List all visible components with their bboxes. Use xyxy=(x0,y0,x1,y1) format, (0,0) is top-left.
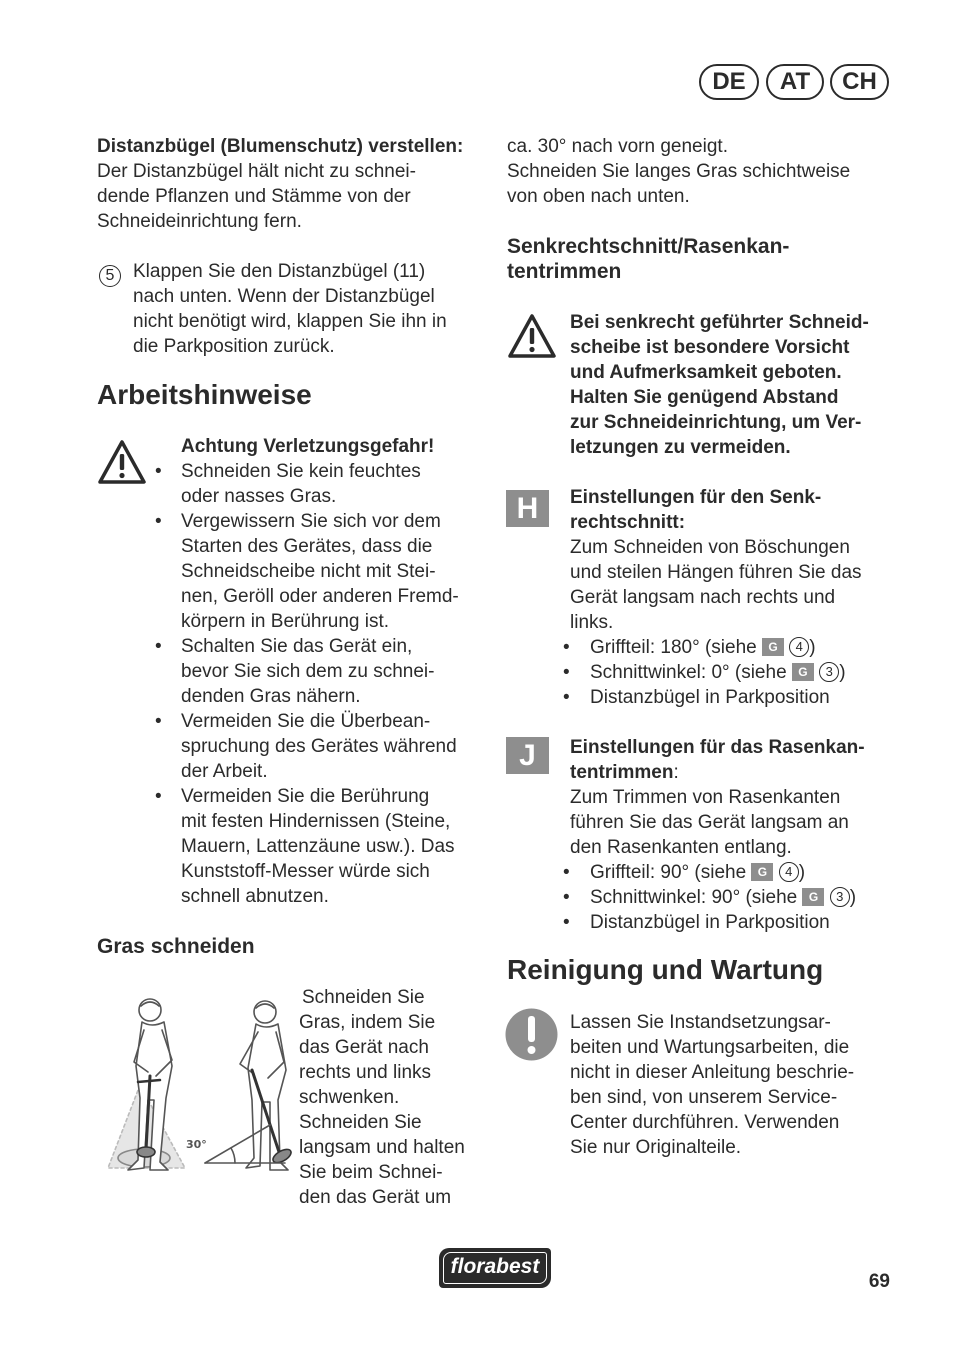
list-text: Distanzbügel in Parkposition xyxy=(590,687,830,708)
cont-line: ca. 30° nach vorn geneigt. xyxy=(507,136,728,157)
list-line: schnell abnutzen. xyxy=(181,886,329,907)
senk-heading-line: tentrimmen xyxy=(507,260,622,283)
gras-line: Sie beim Schnei- xyxy=(299,1162,443,1183)
gras-line: rechts und links xyxy=(299,1062,432,1083)
list-line: • Vergewissern Sie sich vor dem xyxy=(181,511,441,532)
list-line: Schneidscheibe nicht mit Stei- xyxy=(181,561,436,582)
close-paren: ) xyxy=(798,862,806,883)
step5-line: die Parkposition zurück. xyxy=(133,336,335,357)
list-line: spruchung des Gerätes während xyxy=(181,736,457,757)
list-text: Griffteil: 180° (siehe xyxy=(590,637,757,658)
senk-warning-line: Halten Sie genügend Abstand xyxy=(570,387,839,408)
warning-list-block xyxy=(155,434,490,909)
section-j xyxy=(570,735,905,860)
country-badge-de: DE xyxy=(699,64,759,100)
list-line: • Schneiden Sie kein feuchtes xyxy=(181,461,421,482)
list-line: körpern in Berührung ist. xyxy=(181,611,390,632)
warning-list xyxy=(155,459,490,909)
callout-number: 4 xyxy=(789,637,809,657)
distanz-line: Der Distanzbügel hält nicht zu schnei- xyxy=(97,161,416,182)
warning-heading: Achtung Verletzungsgefahr! xyxy=(181,436,435,457)
reinigung-line: Lassen Sie Instandsetzungsar- xyxy=(570,1012,831,1033)
gras-line: das Gerät nach xyxy=(299,1037,429,1058)
list-item xyxy=(563,635,903,660)
step5-line: Klappen Sie den Distanzbügel (11) xyxy=(133,261,426,282)
distanz-line: dende Pflanzen und Stämme von der xyxy=(97,186,411,207)
list-text: Schnittwinkel: 0° (siehe xyxy=(590,662,787,683)
section-h-heading: rechtschnitt: xyxy=(570,512,686,533)
section-h-list xyxy=(563,635,903,710)
section-j-line: Zum Trimmen von Rasenkanten xyxy=(570,787,841,808)
distanz-section xyxy=(97,134,487,234)
senk-warning-line: letzungen zu vermeiden. xyxy=(570,437,791,458)
list-item xyxy=(563,660,903,685)
angle-label: 30° xyxy=(186,1138,207,1151)
important-notice-icon xyxy=(505,1008,558,1061)
figure-label-h: H xyxy=(506,490,549,527)
list-line: nen, Geröll oder anderen Fremd- xyxy=(181,586,459,607)
gras-line: schwenken. xyxy=(299,1087,400,1108)
distanz-line: Schneideinrichtung fern. xyxy=(97,211,302,232)
reinigung-line: Center durchführen. Verwenden xyxy=(570,1112,840,1133)
gras-text xyxy=(299,985,489,1210)
close-paren: ) xyxy=(839,662,846,683)
country-badge-at: AT xyxy=(766,64,824,100)
continuation-text xyxy=(507,134,902,209)
heading-gras-schneiden: Gras schneiden xyxy=(97,935,255,958)
list-line: • Vermeiden Sie die Berührung xyxy=(181,786,430,807)
cont-line: von oben nach unten. xyxy=(507,186,690,207)
heading-arbeitshinweise: Arbeitshinweise xyxy=(97,379,312,410)
heading-senkrechtschnitt xyxy=(507,234,902,284)
close-paren: ) xyxy=(809,637,816,658)
list-line: denden Gras nähern. xyxy=(181,686,361,707)
callout-number: 4 xyxy=(779,862,799,882)
list-item xyxy=(155,784,490,909)
section-j-heading: tentrimmen xyxy=(570,762,674,783)
close-paren: ) xyxy=(849,887,857,908)
list-line: • Schalten Sie das Gerät ein, xyxy=(181,636,413,657)
list-line: • Vermeiden Sie die Überbean- xyxy=(181,711,431,732)
reinigung-line: beiten und Wartungsarbeiten, die xyxy=(570,1037,850,1058)
heading-reinigung: Reinigung und Wartung xyxy=(507,954,824,985)
list-item xyxy=(155,709,490,784)
callout-number: 3 xyxy=(830,887,850,907)
senk-warning-line: und Aufmerksamkeit geboten. xyxy=(570,362,842,383)
figure-label-j: J xyxy=(506,737,549,774)
list-item xyxy=(563,685,903,710)
country-badge-ch: CH xyxy=(830,64,889,100)
list-line: Mauern, Lattenzäune usw.). Das xyxy=(181,836,455,857)
senk-warning-line: zur Schneideinrichtung, um Ver- xyxy=(570,412,862,433)
list-item xyxy=(563,910,903,935)
section-h-line: links. xyxy=(570,612,614,633)
list-line: oder nasses Gras. xyxy=(181,486,337,507)
reinigung-line: Sie nur Originalteile. xyxy=(570,1137,742,1158)
reinigung-line: ben sind, von unserem Service- xyxy=(570,1087,838,1108)
list-item xyxy=(563,860,903,885)
section-j-list xyxy=(563,860,903,935)
section-h xyxy=(570,485,905,635)
figure-ref-g: G xyxy=(751,863,773,881)
gras-line: Schneiden Sie xyxy=(302,987,425,1008)
section-j-line: den Rasenkanten entlang. xyxy=(570,837,792,858)
trimmer-usage-illustration xyxy=(100,990,295,1180)
distanz-heading: Distanzbügel (Blumenschutz) verstellen: xyxy=(97,136,464,157)
section-h-line: und steilen Hängen führen Sie das xyxy=(570,562,862,583)
list-line: bevor Sie sich dem zu schnei- xyxy=(181,661,435,682)
warning-icon xyxy=(507,313,557,359)
section-j-colon: : xyxy=(673,762,679,783)
list-item xyxy=(155,509,490,634)
step5-line: nicht benötigt wird, klappen Sie ihn in xyxy=(133,311,447,332)
list-item xyxy=(563,885,903,910)
list-item xyxy=(155,459,490,509)
reinigung-text xyxy=(570,1010,905,1160)
list-line: Kunststoff-Messer würde sich xyxy=(181,861,430,882)
list-item xyxy=(155,634,490,709)
figure-ref-g: G xyxy=(762,638,784,656)
list-text: Schnittwinkel: 90° (siehe xyxy=(590,887,798,908)
senk-warning-line: Bei senkrecht geführter Schneid- xyxy=(570,312,869,333)
list-line: der Arbeit. xyxy=(181,761,268,782)
section-j-line: führen Sie das Gerät langsam an xyxy=(570,812,849,833)
list-text: Griffteil: 90° (siehe xyxy=(590,862,747,883)
list-line: mit festen Hindernissen (Steine, xyxy=(181,811,451,832)
brand-logo-text: florabest xyxy=(450,1255,540,1278)
section-h-heading: Einstellungen für den Senk- xyxy=(570,487,822,508)
list-text: Distanzbügel in Parkposition xyxy=(590,912,830,933)
cont-line: Schneiden Sie langes Gras schichtweise xyxy=(507,161,851,182)
gras-line: Schneiden Sie xyxy=(299,1112,422,1133)
gras-line: Gras, indem Sie xyxy=(299,1012,436,1033)
step-number-5: 5 xyxy=(99,265,121,287)
brand-logo xyxy=(439,1248,551,1288)
list-line: Starten des Gerätes, dass die xyxy=(181,536,433,557)
section-h-line: Zum Schneiden von Böschungen xyxy=(570,537,850,558)
warning-icon xyxy=(97,439,147,485)
figure-ref-g: G xyxy=(792,663,814,681)
senk-warning-line: scheibe ist besondere Vorsicht xyxy=(570,337,850,358)
figure-ref-g: G xyxy=(802,888,824,906)
step5-line: nach unten. Wenn der Distanzbügel xyxy=(133,286,435,307)
section-j-heading: Einstellungen für das Rasenkan- xyxy=(570,737,865,758)
gras-line: den das Gerät um xyxy=(299,1187,452,1208)
page-number: 69 xyxy=(868,1271,890,1292)
section-h-line: Gerät langsam nach rechts und xyxy=(570,587,836,608)
senk-heading-line: Senkrechtschnitt/Rasenkan- xyxy=(507,235,790,258)
senk-warning-text xyxy=(570,310,900,460)
callout-number: 3 xyxy=(819,662,839,682)
gras-line: langsam und halten xyxy=(299,1137,465,1158)
reinigung-line: nicht in dieser Anleitung beschrie- xyxy=(570,1062,855,1083)
step5-text xyxy=(133,259,493,359)
